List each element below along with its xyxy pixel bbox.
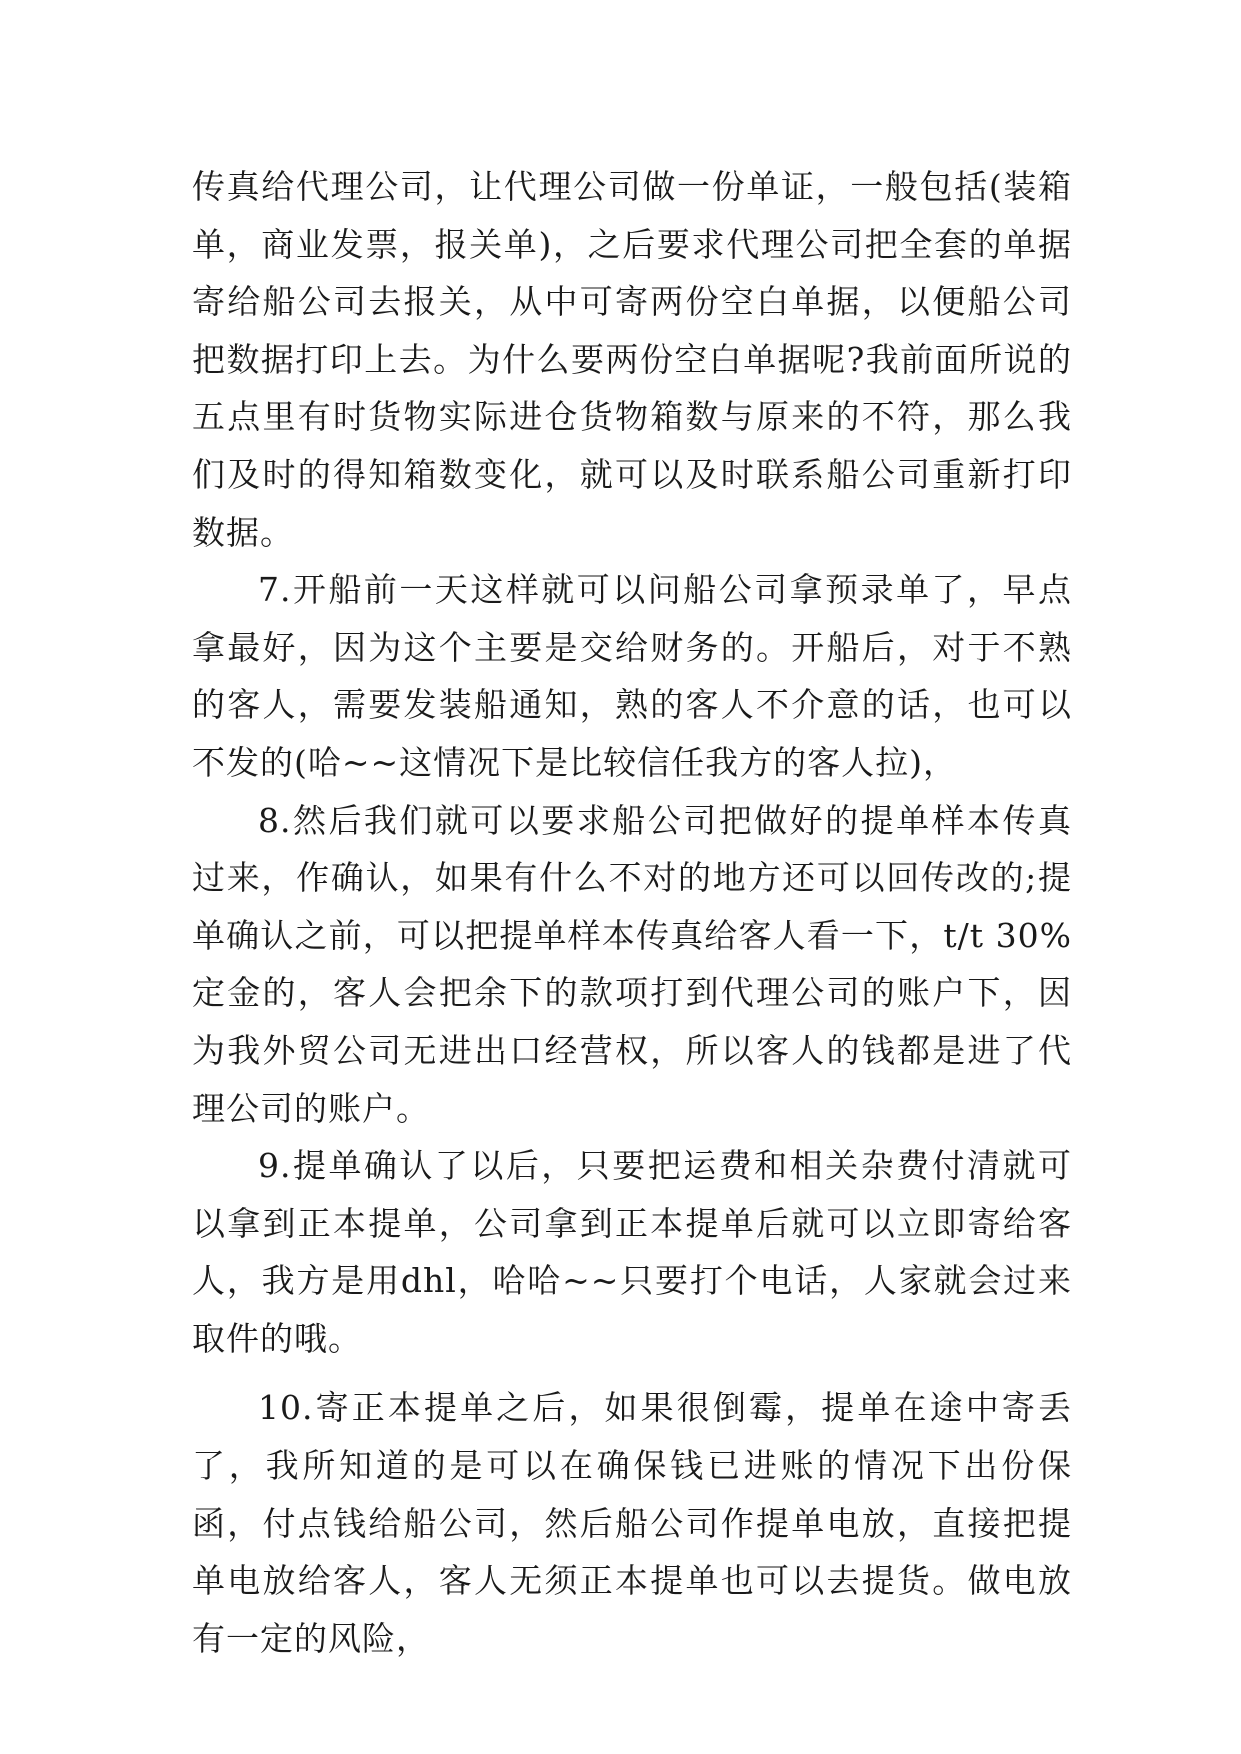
document-body — [192, 158, 1072, 1667]
paragraph-continued: 传真给代理公司，让代理公司做一份单证，一般包括(装箱单，商业发票，报关单)，之后要求代理公司把全套的单据寄给船公司去报关，从中可寄两份空白单据，以便船公司把数据打印上去。为什么要两份空白单据呢?我前面所说的五点里有时货物实际进仓货物箱数与原来的不符，那么我们及时的得知箱数变化，就可以及时联系船公司重新打印数据。 — [192, 167, 1072, 552]
paragraph-step-10: 10.寄正本提单之后，如果很倒霉，提单在途中寄丢了，我所知道的是可以在确保钱已进账的情况下出份保函，付点钱给船公司，然后船公司作提单电放，直接把提单电放给客人，客人无须正本提单也可以去提货。做电放有一定的风险， — [192, 1388, 1072, 1658]
paragraph-step-8: 8.然后我们就可以要求船公司把做好的提单样本传真过来，作确认，如果有什么不对的地方还可以回传改的;提单确认之前，可以把提单样本传真给客人看一下，t/t 30%定金的，客人会把余下的款项打到代理公司的账户下，因为我外贸公司无进出口经营权，所以客人的钱都是进了代理公司的账户。 — [192, 800, 1072, 1128]
paragraph-step-9: 9.提单确认了以后，只要把运费和相关杂费付清就可以拿到正本提单，公司拿到正本提单后就可以立即寄给客人，我方是用dhl，哈哈~~只要打个电话，人家就会过来取件的哦。 — [192, 1146, 1072, 1358]
paragraph-step-7: 7.开船前一天这样就可以问船公司拿预录单了，早点拿最好，因为这个主要是交给财务的。开船后，对于不熟的客人，需要发装船通知，熟的客人不介意的话，也可以不发的(哈~~这情况下是比较信任我方的客人拉)， — [192, 570, 1072, 782]
